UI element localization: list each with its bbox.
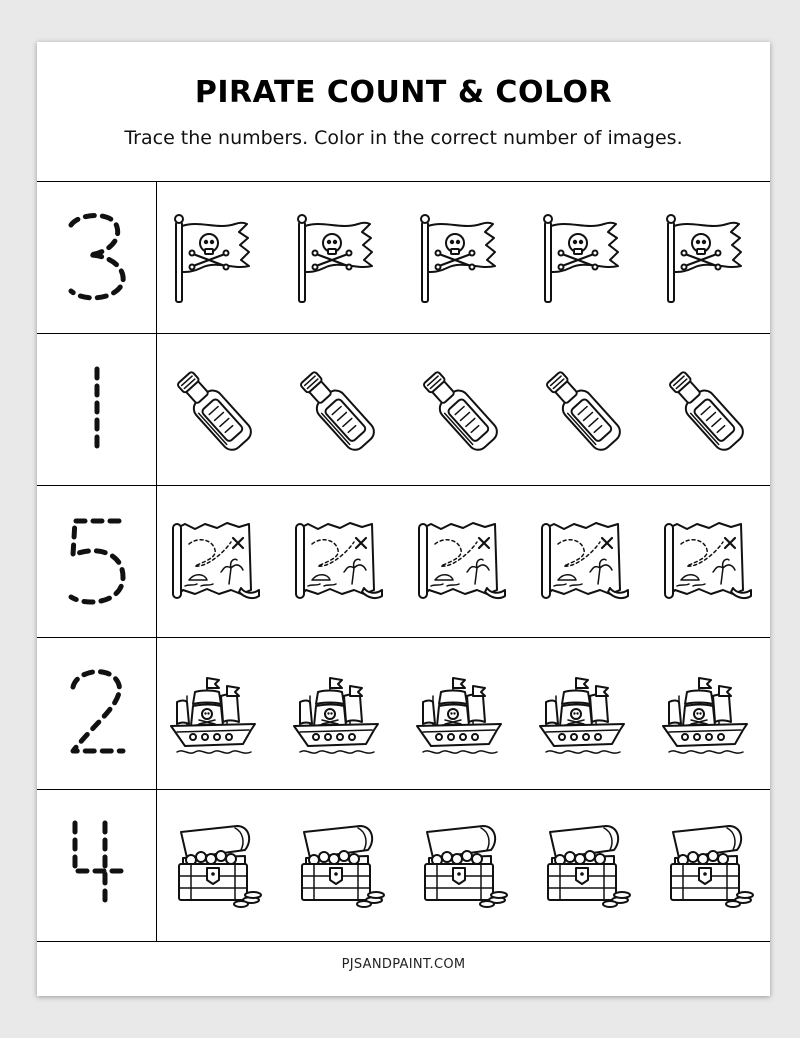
pirate-flag-icon[interactable]	[411, 210, 511, 306]
pirate-ship-icon[interactable]	[534, 666, 634, 762]
grid-bottom-border	[37, 941, 770, 942]
image-cell	[157, 638, 770, 789]
pirate-ship-icon[interactable]	[411, 666, 511, 762]
trace-number-cell	[37, 638, 157, 789]
counting-row	[37, 333, 770, 485]
counting-row	[37, 485, 770, 637]
trace-number-cell	[37, 182, 157, 333]
pirate-ship-icon[interactable]	[657, 666, 757, 762]
worksheet-header	[37, 42, 770, 181]
traceable-number-3[interactable]	[57, 207, 137, 307]
treasure-chest-icon[interactable]	[657, 818, 757, 914]
treasure-chest-icon[interactable]	[411, 818, 511, 914]
pirate-ship-icon[interactable]	[288, 666, 388, 762]
counting-row	[37, 181, 770, 333]
treasure-chest-icon[interactable]	[165, 818, 265, 914]
treasure-chest-icon[interactable]	[534, 818, 634, 914]
page-title: PIRATE COUNT & COLOR	[194, 75, 613, 110]
message-bottle-icon[interactable]	[411, 362, 511, 458]
instructions-text: Trace the numbers. Color in the correct number of images.	[124, 127, 683, 149]
treasure-map-icon[interactable]	[657, 514, 757, 610]
pirate-flag-icon[interactable]	[288, 210, 388, 306]
treasure-map-icon[interactable]	[165, 514, 265, 610]
treasure-map-icon[interactable]	[411, 514, 511, 610]
treasure-map-icon[interactable]	[534, 514, 634, 610]
trace-number-cell	[37, 334, 157, 485]
pirate-ship-icon[interactable]	[165, 666, 265, 762]
pirate-flag-icon[interactable]	[534, 210, 634, 306]
image-cell	[157, 334, 770, 485]
pirate-flag-icon[interactable]	[165, 210, 265, 306]
image-cell	[157, 486, 770, 637]
trace-number-cell	[37, 486, 157, 637]
message-bottle-icon[interactable]	[657, 362, 757, 458]
image-cell	[157, 182, 770, 333]
worksheet-page	[37, 42, 770, 996]
traceable-number-2[interactable]	[57, 663, 137, 763]
traceable-number-4[interactable]	[57, 815, 137, 915]
message-bottle-icon[interactable]	[534, 362, 634, 458]
treasure-map-icon[interactable]	[288, 514, 388, 610]
trace-number-cell	[37, 790, 157, 941]
message-bottle-icon[interactable]	[165, 362, 265, 458]
pirate-flag-icon[interactable]	[657, 210, 757, 306]
image-cell	[157, 790, 770, 941]
traceable-number-5[interactable]	[57, 511, 137, 611]
counting-grid	[37, 181, 770, 941]
counting-row	[37, 789, 770, 941]
traceable-number-1[interactable]	[57, 359, 137, 459]
footer-website: PJSANDPAINT.COM	[341, 957, 466, 972]
counting-row	[37, 637, 770, 789]
message-bottle-icon[interactable]	[288, 362, 388, 458]
treasure-chest-icon[interactable]	[288, 818, 388, 914]
